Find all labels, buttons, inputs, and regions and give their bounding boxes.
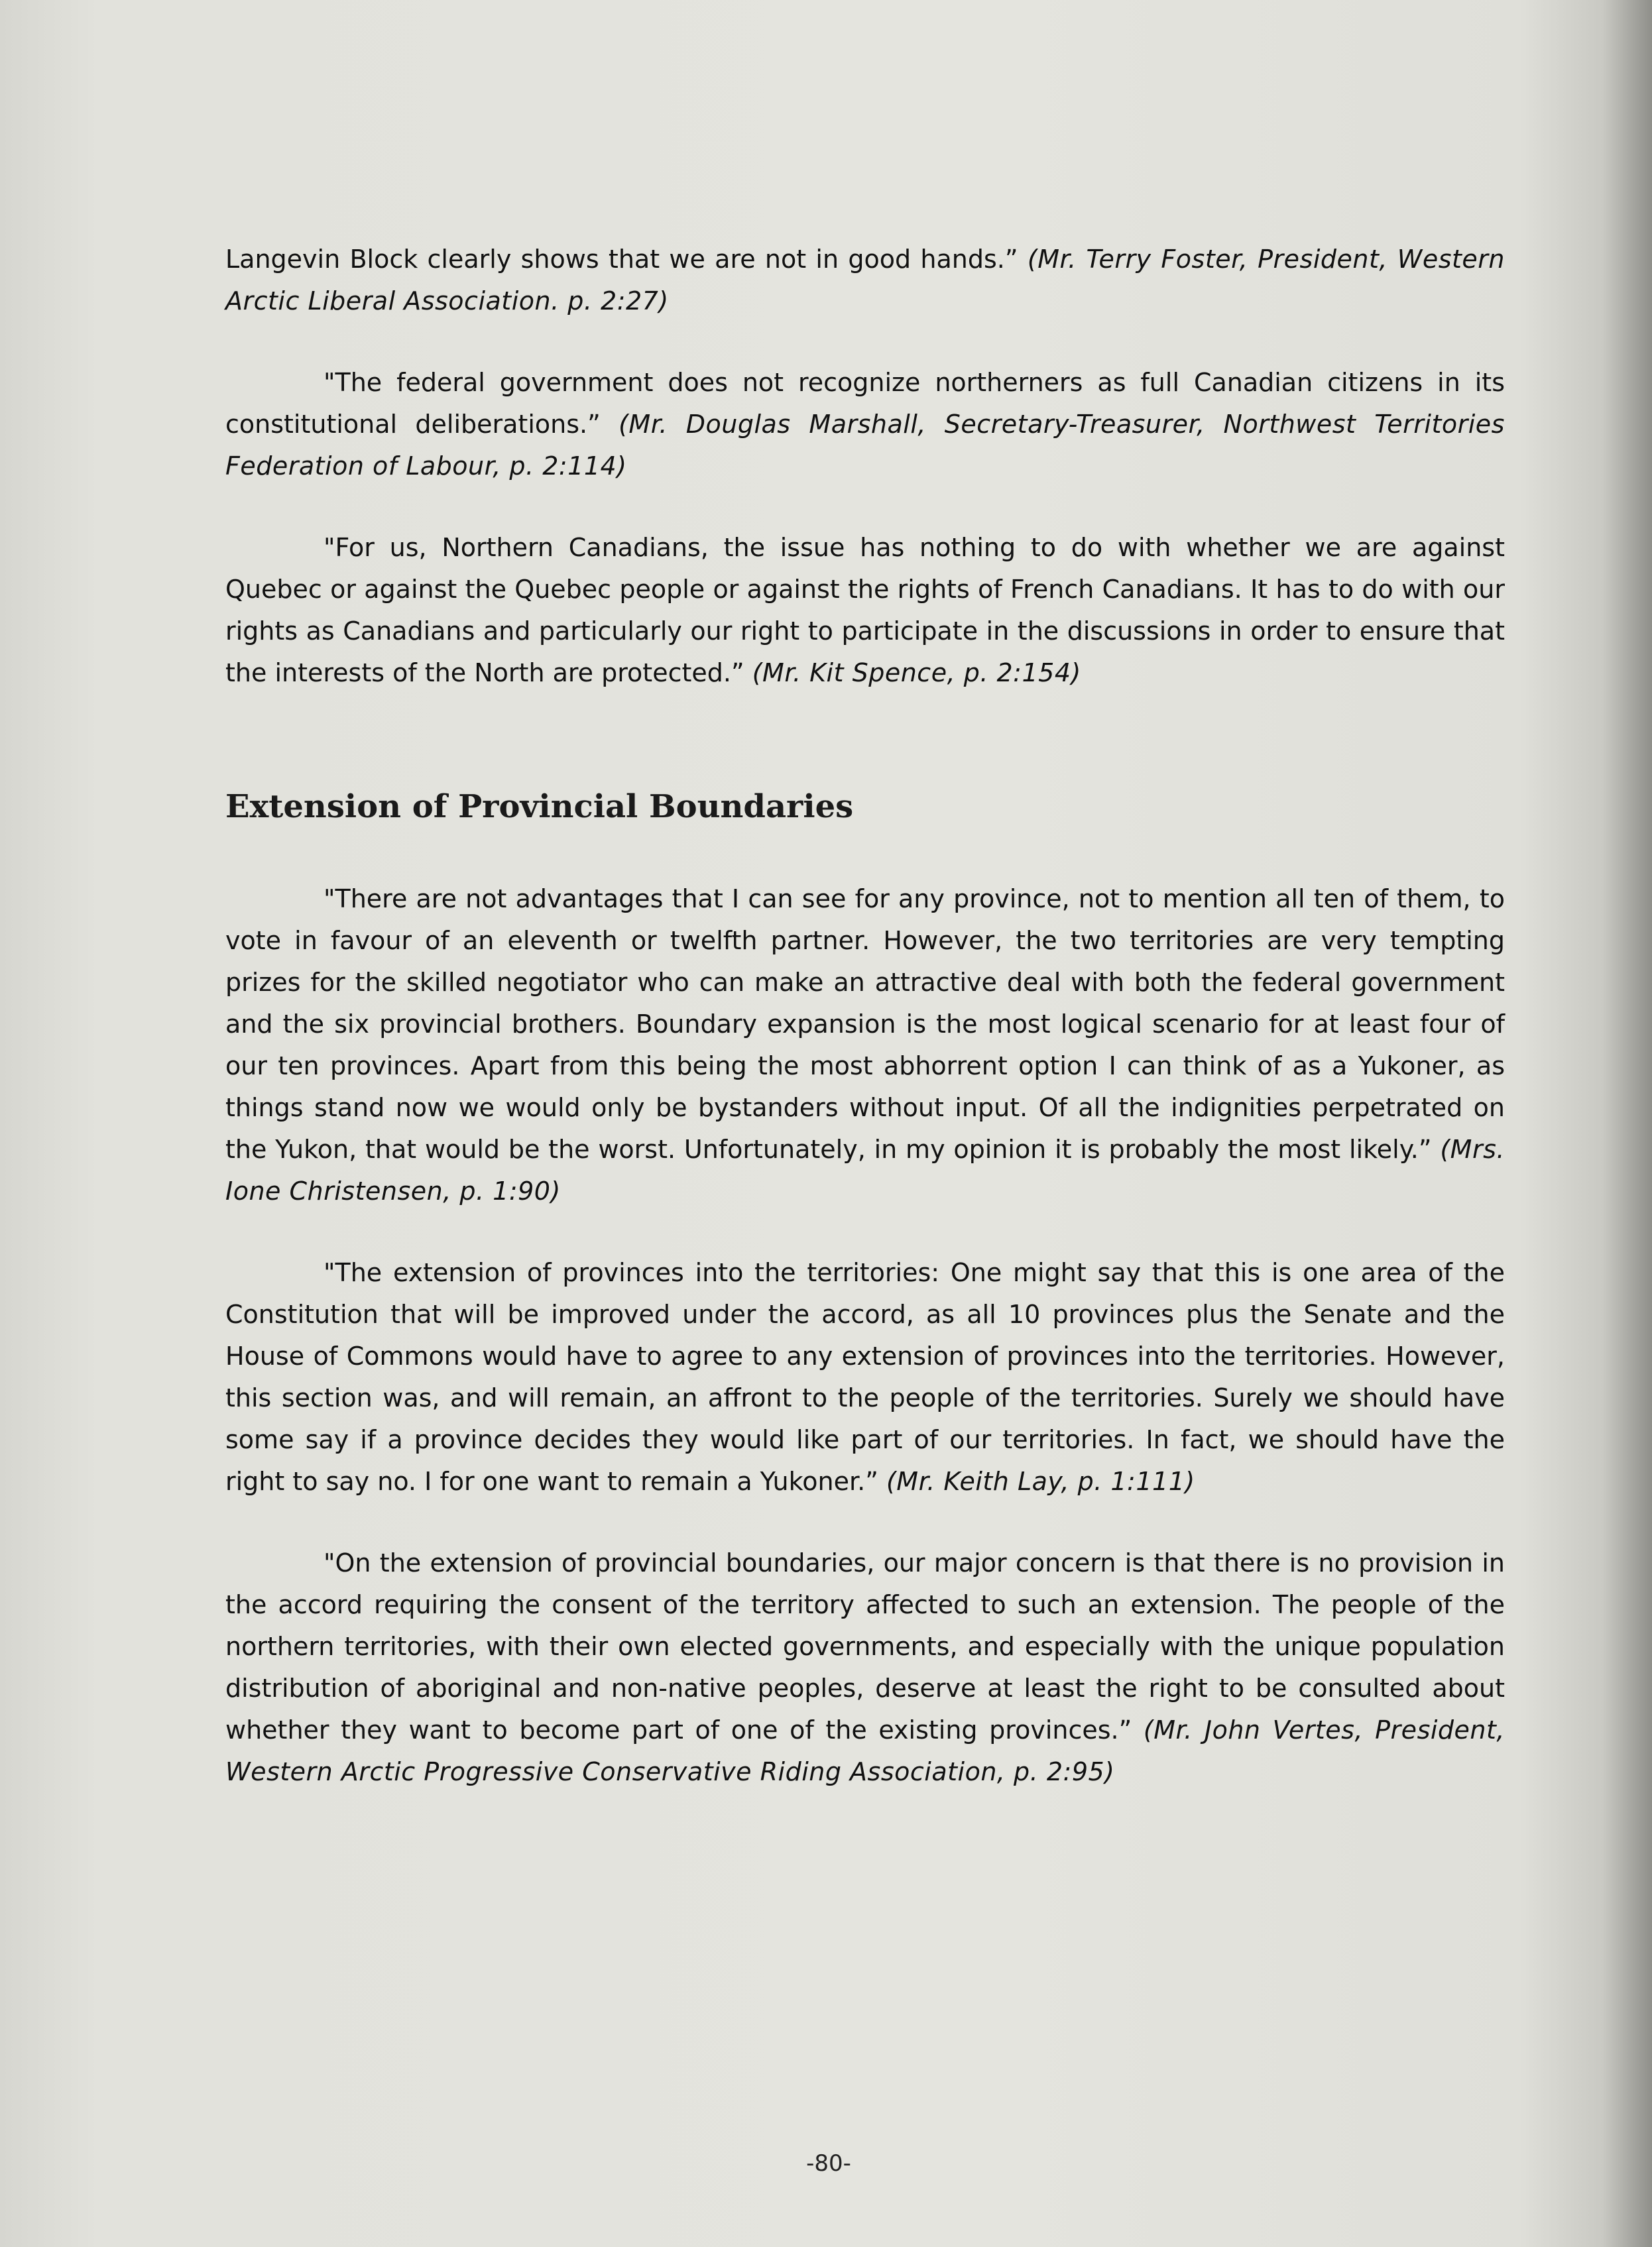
quote-text: "There are not advantages that I can see for any province, not to mention all ten of them, to vote in favour of an eleventh or twelfth partner. However, the two territories are very tempting prizes for the skilled negotiator who can make an attractive deal with both the federal government and the six provincial brothers. Boundary expansion is the most logical scenario for at least four of our ten provinces. Apart from this being the most abhorrent option I can think of as a Yukoner, as things stand now we would only be bystanders without input. Of all the indignities perpetrated on the Yukon, that would be the worst. Unfortunately, in my opinion it is probably the most likely.” — [225, 884, 1505, 1164]
quote-citation: (Mr. Terry Foster, President, Western Arctic Liberal Association. p. 2:27) — [225, 245, 1505, 316]
quote-citation: (Mrs. Ione Christensen, p. 1:90) — [225, 1135, 1505, 1206]
quote-text: "On the extension of provincial boundaries, our major concern is that there is no provision in the accord requiring the consent of the territory affected to such an extension. The people of the northern territories, with their own elected governments, and especially with the unique population distribution of aboriginal and non-native peoples, deserve at least the right to be consulted about whether they want to become part of one of the existing provinces.” — [225, 1548, 1505, 1745]
quote-citation: (Mr. Keith Lay, p. 1:111) — [886, 1467, 1195, 1496]
quote-vertes — [225, 1542, 1505, 1793]
quote-lay — [225, 1252, 1505, 1503]
quote-citation: (Mr. John Vertes, President, Western Arctic Progressive Conservative Riding Association, p. 2:95) — [225, 1715, 1505, 1786]
quote-citation: (Mr. Douglas Marshall, Secretary-Treasurer, Northwest Territories Federation of Labour, p. 2:114) — [225, 410, 1505, 481]
quote-text: "For us, Northern Canadians, the issue has nothing to do with whether we are against Quebec or against the Quebec people or against the rights of French Canadians. It has to do with our rights as Canadians and particularly our right to participate in the discussions in order to ensure that the interests of the North are protected.” — [225, 533, 1505, 687]
page-body — [225, 239, 1505, 1793]
quote-christensen — [225, 878, 1505, 1212]
quote-text: "The federal government does not recognize northerners as full Canadian citizens in its constitutional deliberations.” — [225, 368, 1505, 439]
section-heading: Extension of Provincial Boundaries — [225, 788, 854, 825]
quote-marshall — [225, 362, 1505, 487]
quote-citation: (Mr. Kit Spence, p. 2:154) — [752, 658, 1081, 687]
page-number: -80- — [806, 2150, 851, 2177]
quote-spence — [225, 527, 1505, 694]
quote-text: "The extension of provinces into the territories: One might say that this is one area of the Constitution that will be improved under the accord, as all 10 provinces plus the Senate and the House of Commons would have to agree to any extension of provinces into the territories. However, this section was, and will remain, an affront to the people of the territories. Surely we should have some say if a province decides they would like part of our territories. In fact, we should have the right to say no. I for one want to remain a Yukoner.” — [225, 1258, 1505, 1496]
quote-text: Langevin Block clearly shows that we are not in good hands.” — [225, 245, 1018, 274]
quote-foster — [225, 239, 1505, 322]
